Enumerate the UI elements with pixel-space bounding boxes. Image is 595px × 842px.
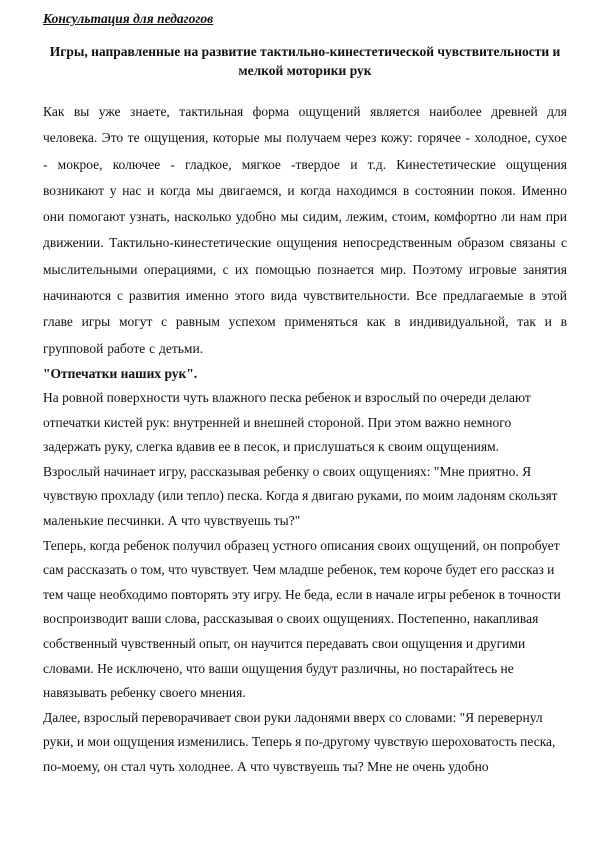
paragraph-hands-turned: Далее, взрослый переворачивает свои руки ладонями вверх со словами: "Я перевернул руки, и мои ощущения изменились. Теперь я по-другому чувствую шероховатость песка, по-моему, он стал чуть холоднее. А что чувствуешь ты? Мне не очень удобно [43, 709, 556, 774]
document-title: Игры, направленные на развитие тактильно-кинестетической чувствительности и мелкой моторики рук [49, 44, 561, 78]
paragraph-child-describes: Теперь, когда ребенок получил образец устного описания своих ощущений, он попробует сам рассказать о том, что чувствует. Чем младше ребенок, тем короче будет его рассказ и тем чаще необходимо повторять эту игру. Не беда, если в начале игры ребенок в точности воспроизводит ваши слова, рассказывая о своих ощущениях. Постепенно, накапливая собственный чувственный опыт, он научится передавать свои ощущения и другими словами. Не исключено, что ваши ощущения будут различны, но постарайтесь не навязывать ребенку своего мнения. [43, 537, 561, 701]
section-title: "Отпечатки наших рук". [43, 365, 198, 381]
document-page [43, 10, 567, 779]
consultation-label: Консультация для педагогов [43, 11, 214, 26]
intro-paragraph: Как вы уже знаете, тактильная форма ощущений является наиболее древней для человека. Это те ощущения, которые мы получаем через кожу: горячее - холодное, сухое - мокрое, колючее - гладкое, мягкое -твердое и т.д. Кинестетические ощущения возникают у нас и когда мы двигаемся, и когда находимся в состоянии покоя. Именно они помогают узнать, насколько удобно мы сидим, лежим, стоим, комфортно ли нам при движении. Тактильно-кинестетические ощущения непосредственным образом связаны с мыслительными операциями, с их помощью познается мир. Поэтому игровые занятия начинаются с развития именно этого вида чувствительности. Все предлагаемые в этой главе игры могут с равным успехом применяться как в индивидуальной, так и в групповой работе с детьми. [43, 104, 567, 356]
paragraph-adult-starts: Взрослый начинает игру, рассказывая ребенку о своих ощущениях: "Мне приятно. Я чувствую прохладу (или тепло) песка. Когда я двигаю руками, по моим ладоням скользят маленькие песчинки. А что чувствуешь ты?" [43, 463, 558, 528]
paragraph-sand-prints: На ровной поверхности чуть влажного песка ребенок и взрослый по очереди делают отпечатки кистей рук: внутренней и внешней стороной. При этом важно немного задержать руку, слегка вдавив ее в песок, и прислушаться к своим ощущениям. [43, 389, 531, 455]
